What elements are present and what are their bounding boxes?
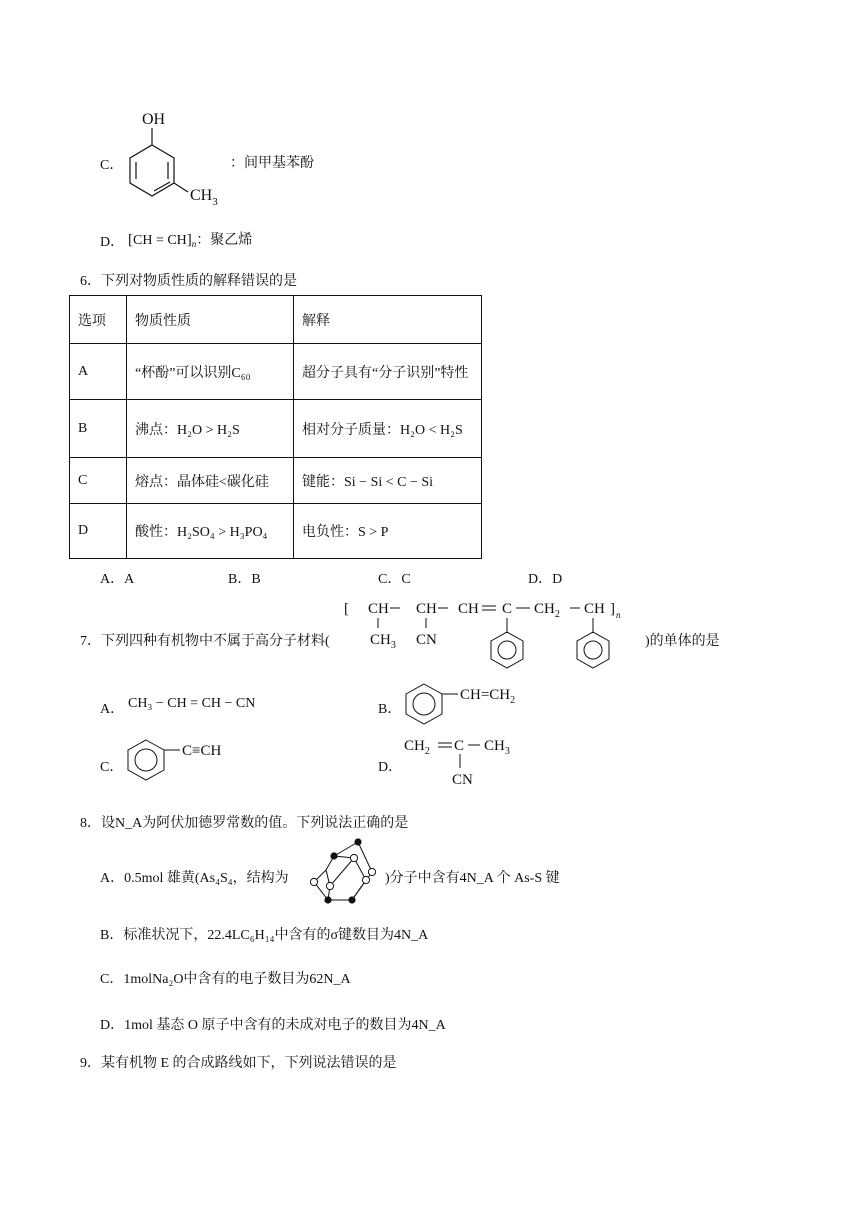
table-row bbox=[70, 458, 482, 504]
q6-choice-c: C．C bbox=[378, 572, 411, 587]
methacrylonitrile-structure bbox=[404, 734, 534, 790]
q7-c-letter: C． bbox=[100, 760, 124, 775]
svg-text:CH: CH bbox=[458, 601, 479, 617]
realgar-structure bbox=[306, 836, 384, 906]
q9-stem: 9．某有机物 E 的合成路线如下，下列说法错误的是 bbox=[80, 1056, 397, 1071]
table-row bbox=[70, 400, 482, 458]
q5d-letter: D． bbox=[100, 235, 125, 250]
q8-option-a-post: )分子中含有4N_A 个 As-S 键 bbox=[385, 871, 560, 886]
svg-text:C: C bbox=[502, 601, 513, 617]
row-option: A bbox=[70, 344, 127, 400]
q6-table bbox=[69, 295, 482, 559]
svg-text:CH: CH bbox=[368, 601, 389, 617]
row-option: D bbox=[70, 504, 127, 559]
row-option: C bbox=[70, 458, 127, 504]
row-property: 沸点：H₂O > H₂S bbox=[127, 400, 294, 458]
q5c-letter: C． bbox=[100, 158, 124, 173]
header-property: 物质性质 bbox=[127, 296, 294, 344]
q6-choice-b: B．B bbox=[228, 572, 261, 587]
m-cresol-structure bbox=[120, 108, 230, 208]
svg-text:CN: CN bbox=[452, 772, 473, 788]
q7-stem-post: )的单体的是 bbox=[645, 634, 720, 649]
q7-d-letter: D． bbox=[378, 760, 403, 775]
svg-text:CH3: $CH_3$ bbox=[370, 632, 396, 651]
styrene-structure bbox=[402, 682, 542, 726]
oh-label: OH bbox=[142, 111, 166, 128]
row-explanation: 相对分子质量：H₂O < H₂S bbox=[294, 400, 482, 458]
svg-text:CN: CN bbox=[416, 632, 437, 648]
q5c-name: ：间甲基苯酚 bbox=[230, 156, 314, 171]
svg-text:CH=CH2: $CH=CH_2$ bbox=[460, 687, 516, 706]
q7-a-formula: CH₃ − CH = CH − CN bbox=[128, 696, 256, 711]
ch3-label: $CH_3$ bbox=[190, 187, 218, 208]
row-explanation: 电负性：S > P bbox=[294, 504, 482, 559]
svg-text:]: ] bbox=[610, 601, 615, 617]
table-row bbox=[70, 504, 482, 559]
q8-option-c: C．1molNa₂O中含有的电子数目为62N_A bbox=[100, 972, 351, 987]
svg-text:n: n bbox=[616, 610, 621, 620]
svg-text:[: [ bbox=[344, 601, 349, 617]
q7-b-letter: B． bbox=[378, 702, 402, 717]
row-explanation: 键能：Si − Si < C − Si bbox=[294, 458, 482, 504]
q8-option-d: D．1mol 基态 O 原子中含有的未成对电子的数目为4N_A bbox=[100, 1018, 446, 1033]
row-property: 酸性：H₂SO₄ > H₃PO₄ bbox=[127, 504, 294, 559]
q7-a-letter: A． bbox=[100, 702, 125, 717]
svg-text:CH: CH bbox=[416, 601, 437, 617]
q6-stem: 6．下列对物质性质的解释错误的是 bbox=[80, 274, 297, 289]
svg-text:CH3: $CH_3$ bbox=[484, 738, 510, 757]
q6-choice-a: A．A bbox=[100, 572, 135, 587]
svg-text:CH2: $CH_2$ bbox=[534, 601, 560, 620]
table-header-row bbox=[70, 296, 482, 344]
row-explanation: 超分子具有“分子识别”特性 bbox=[294, 344, 482, 400]
row-option: B bbox=[70, 400, 127, 458]
svg-text:CH2: $CH_2$ bbox=[404, 738, 430, 757]
row-property: 熔点：晶体硅<碳化硅 bbox=[127, 458, 294, 504]
svg-text:C: C bbox=[454, 738, 465, 754]
svg-text:C≡CH: C≡CH bbox=[182, 743, 222, 759]
phenylacetylene-structure bbox=[124, 738, 244, 784]
polyethylene-formula: $[CH = CH]_n$：聚乙烯 bbox=[128, 232, 253, 249]
row-property: “杯酚”可以识别C₆₀ bbox=[127, 344, 294, 400]
header-option: 选项 bbox=[70, 296, 127, 344]
q7-stem-pre: 7．下列四种有机物中不属于高分子材料( bbox=[80, 634, 330, 649]
polymer-structure bbox=[344, 596, 644, 676]
q8-option-b: B．标准状况下，22.4LC₆H₁₄中含有的σ键数目为4N_A bbox=[100, 928, 429, 943]
table-row bbox=[70, 344, 482, 400]
q8-stem: 8．设N_A为阿伏加德罗常数的值。下列说法正确的是 bbox=[80, 816, 409, 831]
q8-option-a: A．0.5mol 雄黄(As₄S₄，结构为 bbox=[100, 871, 289, 886]
svg-text:CH: CH bbox=[584, 601, 605, 617]
header-explanation: 解释 bbox=[294, 296, 482, 344]
q6-choice-d: D．D bbox=[528, 572, 563, 587]
